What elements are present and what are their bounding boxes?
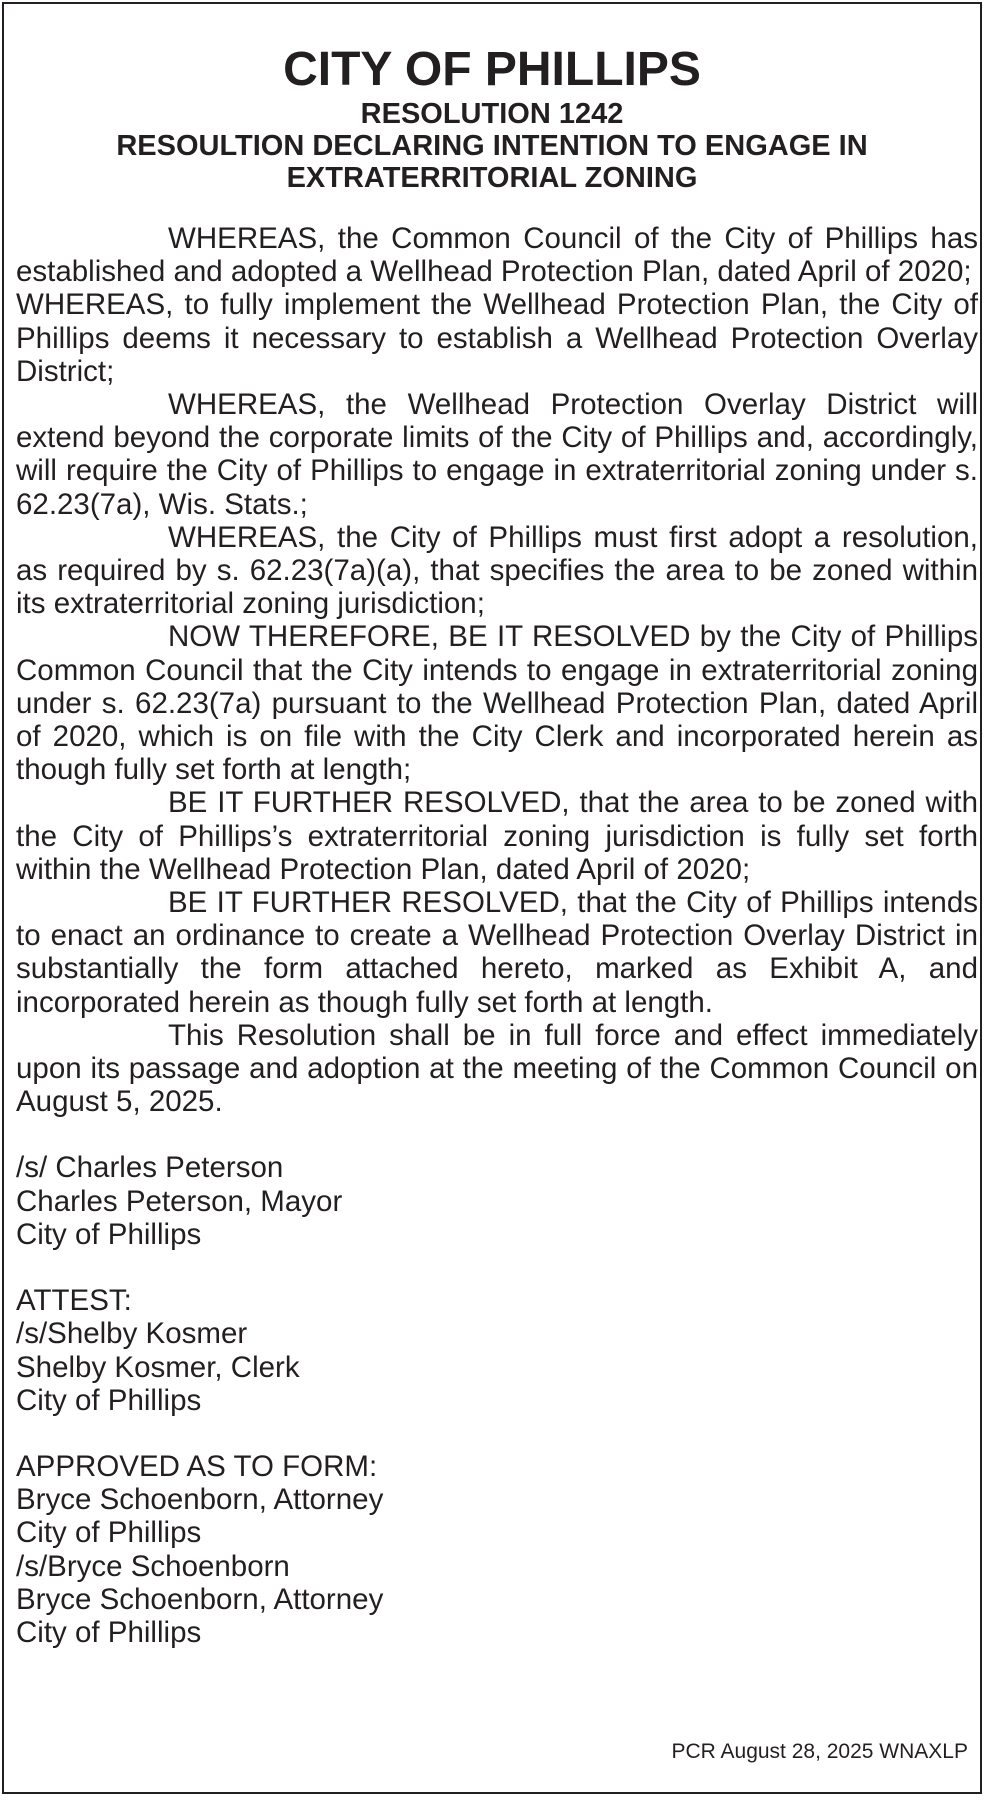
publication-footer: PCR August 28, 2025 WNAXLP (671, 1740, 968, 1763)
clerk-city: City of Phillips (16, 1383, 202, 1417)
resolution-number: RESOLUTION 1242 (360, 98, 624, 130)
clerk-name: Shelby Kosmer, Clerk (16, 1350, 300, 1384)
attorney-city-1: City of Phillips (16, 1516, 202, 1550)
resolved-paragraph: NOW THEREFORE, BE IT RESOLVED by the City of Phillips Common Council that the City intends to engage in extraterritorial zoning under s. 62.23(7a) pursuant to the Wellhead Protection Plan, dated April of 2020, which is on file with the City Clerk and incorporated herein as though fully set forth at length; (16, 620, 978, 787)
signature-block (16, 1151, 978, 1649)
notice-header (4, 4, 980, 194)
resolution-body (16, 222, 978, 1649)
attorney-name-2: Bryce Schoenborn, Attorney (16, 1582, 384, 1616)
attorney-city-2: City of Phillips (16, 1615, 202, 1649)
whereas-paragraph-1: WHEREAS, the Common Council of the City of Phillips has established and adopted a Wellhead Protection Plan, dated April of 2020; (16, 222, 978, 289)
whereas-paragraph-2: WHEREAS, to fully implement the Wellhead Protection Plan, the City of Phillips deems it necessary to establish a Wellhead Protection Overlay District; (16, 288, 978, 388)
further-resolved-paragraph-1: BE IT FURTHER RESOLVED, that the area to be zoned with the City of Phillips’s extraterritorial zoning jurisdiction is fully set forth within the Wellhead Protection Plan, dated April of 2020; (16, 786, 978, 886)
legal-notice (2, 2, 982, 1794)
effective-paragraph: This Resolution shall be in full force and effect immediately upon its passage and adoption at the meeting of the Common Council on August 5, 2025. (16, 1018, 978, 1119)
city-title: CITY OF PHILLIPS (283, 43, 701, 96)
clerk-signature: /s/Shelby Kosmer (16, 1317, 248, 1351)
whereas-paragraph-3: WHEREAS, the Wellhead Protection Overlay District will extend beyond the corporate limits of the City of Phillips and, accordingly, will require the City of Phillips to engage in extraterritorial zoning under s. 62.23(7a), Wis. Stats.; (16, 388, 978, 521)
resolution-heading-line-1: RESOULTION DECLARING INTENTION TO ENGAGE IN (116, 130, 868, 162)
approved-label: APPROVED AS TO FORM: (16, 1449, 378, 1483)
attorney-signature: /s/Bryce Schoenborn (16, 1549, 290, 1583)
further-resolved-paragraph-2: BE IT FURTHER RESOLVED, that the City of Phillips intends to enact an ordinance to create a Wellhead Protection Overlay District in substantially the form attached hereto, marked as Exhibit A, and incorporated herein as though fully set forth at length. (16, 886, 978, 1019)
whereas-paragraph-4: WHEREAS, the City of Phillips must first adopt a resolution, as required by s. 62.23(7a)(a), that specifies the area to be zoned within its extraterritorial zoning jurisdiction; (16, 520, 978, 621)
attorney-name-1: Bryce Schoenborn, Attorney (16, 1483, 384, 1517)
mayor-name: Charles Peterson, Mayor (16, 1184, 343, 1218)
mayor-signature: /s/ Charles Peterson (16, 1151, 284, 1185)
attest-label: ATTEST: (16, 1284, 132, 1318)
resolution-heading-line-2: EXTRATERRITORIAL ZONING (286, 162, 698, 194)
mayor-city: City of Phillips (16, 1217, 202, 1251)
